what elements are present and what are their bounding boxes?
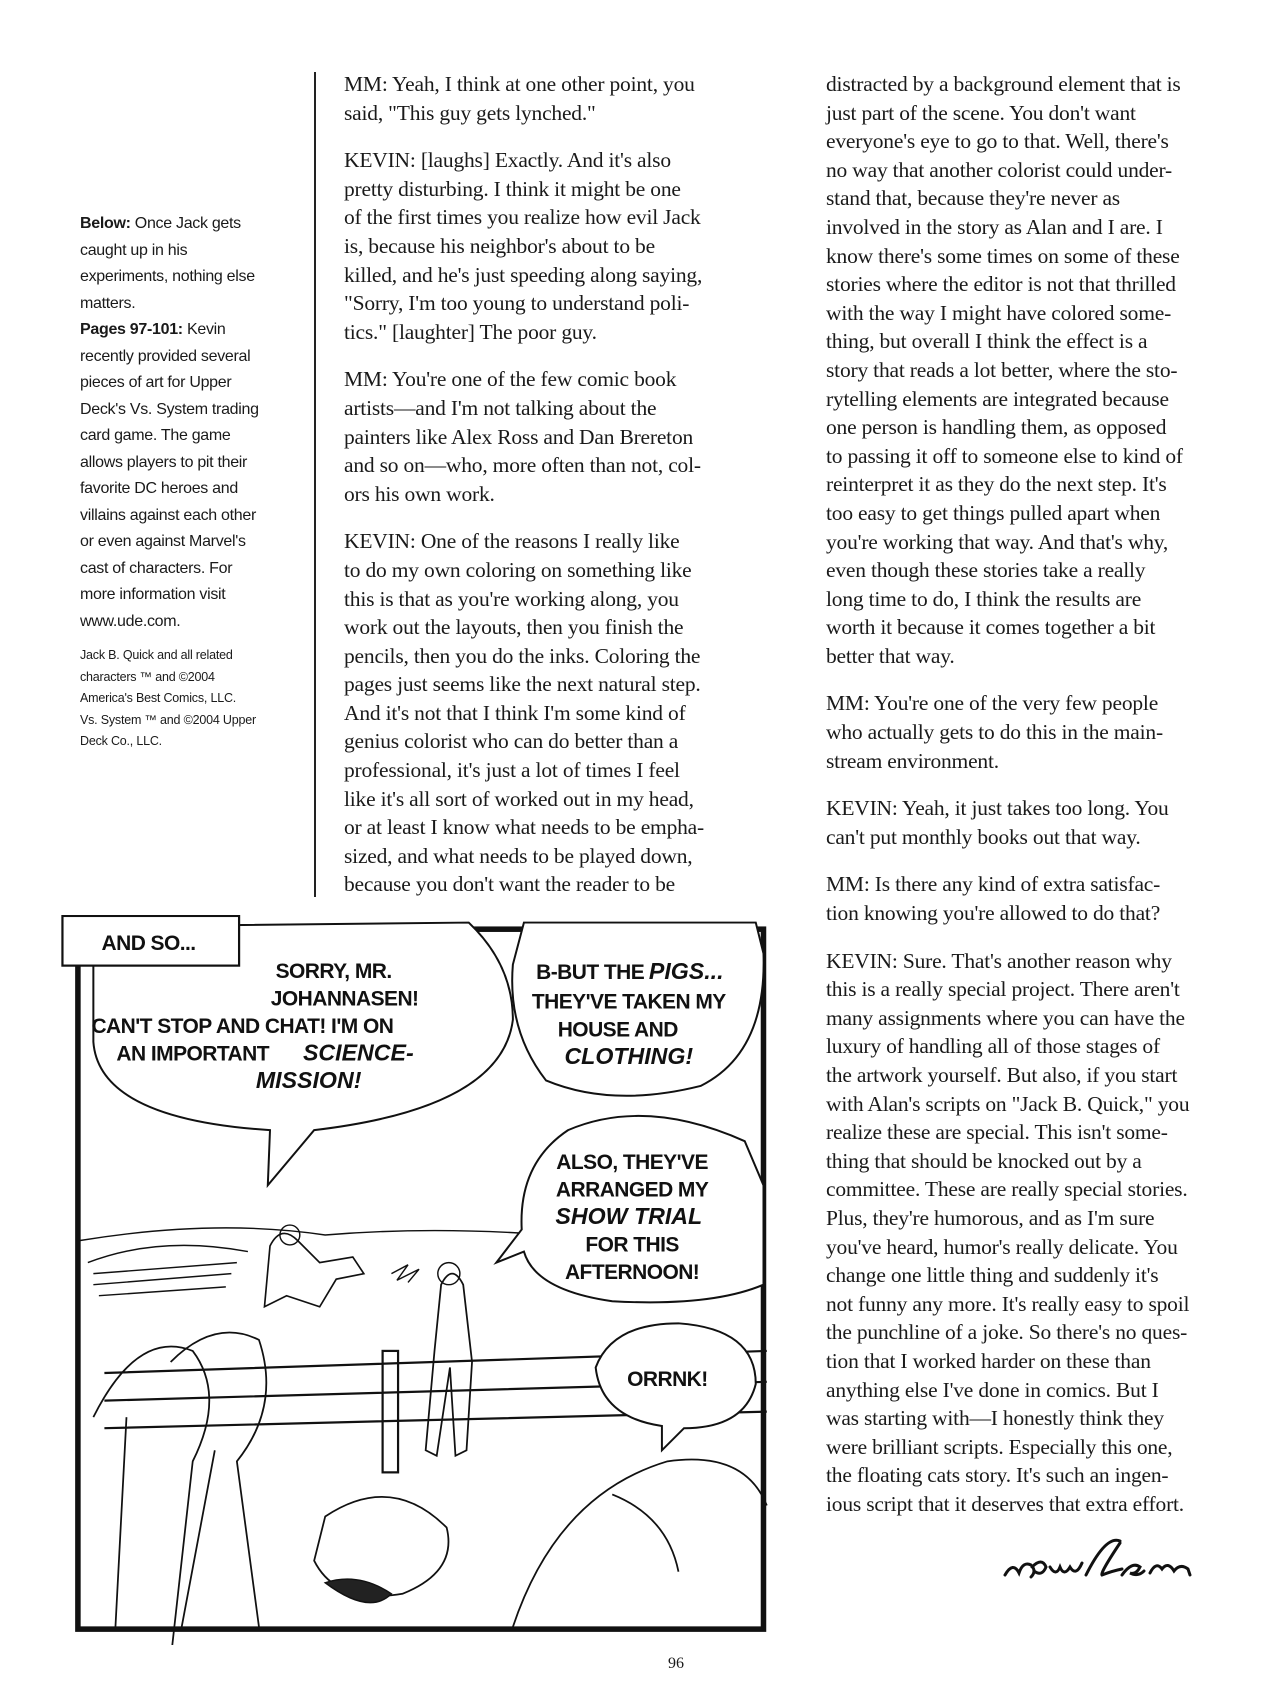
caption-line [80,370,295,397]
caption-line [80,211,295,238]
interview-paragraph [826,70,1189,670]
text-line: ious script that it deserves that extra effort. [826,1491,1184,1516]
text-line: thing, but overall I think the effect is a [826,329,1148,354]
caption-text: matters. [80,294,136,312]
caption-line [80,397,295,424]
caption-label: Below: [80,215,131,232]
text-line: story that reads a lot better, where the sto- [826,357,1178,382]
text-line: anything else I've done in comics. But I [826,1377,1159,1402]
jack-running-figure [264,1233,363,1306]
text-line: everyone's eye to go to that. Well, there's [826,129,1169,154]
text-line: is, because his neighbor's about to be [344,233,655,258]
text-line: distracted by a background element that is [826,72,1181,96]
pig-figure-right [513,1459,767,1626]
text-line: not funny any more. It's really easy to spoil [826,1291,1190,1316]
text-line: with Alan's scripts on "Jack B. Quick," you [826,1091,1190,1116]
text-line: artists—and I'm not talking about the [344,395,657,420]
copyright-line: Deck Co., LLC. [80,734,162,748]
speech-balloon-pig [596,1323,756,1450]
caption-text: pieces of art for Upper [80,374,232,391]
copyright-line: Jack B. Quick and all related [80,648,233,662]
text-line: reinterpret it as they do the next step. It's [826,472,1167,497]
pig-figure-left [93,1347,209,1645]
interview-column-right [826,70,1189,1538]
caption-text: cast of characters. For [80,559,233,577]
text-line: committee. These are really special stories. [826,1177,1188,1202]
text-line: this is a really special project. There aren't [826,977,1180,1002]
caption-line [80,317,295,344]
balloon-line: ALSO, THEY'VE [556,1150,708,1174]
text-line: and so on—who, more often than not, col- [344,453,701,478]
interview-paragraph [826,794,1189,851]
caption-line [80,529,295,556]
caption-text: or even against Marvel's [80,533,246,550]
copyright-line: America's Best Comics, LLC. [80,691,237,705]
text-line: this is that as you're working along, you [344,586,679,611]
interview-paragraph [826,689,1189,775]
text-line: tion knowing you're allowed to do that? [826,901,1161,926]
interview-column-middle [344,70,704,918]
balloon-line: ORRNK! [627,1368,708,1392]
caption-text: allows players to pit their [80,453,248,471]
text-line: pages just seems like the next natural step. [344,672,701,697]
caption-text: villains against each other [80,506,257,524]
text-line: stream environment. [826,748,999,773]
balloon-line: SORRY, MR. [275,959,392,983]
text-line: like it's all sort of worked out in my head, [344,786,694,811]
caption-line [80,476,295,503]
speech-balloon-neighbor-1 [512,923,763,1096]
interview-paragraph [344,527,704,899]
balloon-line: B-BUT THE [536,960,645,984]
caption-text: Deck's Vs. System trading [80,400,259,418]
caption-text: more information visit [80,586,226,603]
comic-panel [60,915,780,1645]
caption-line [80,238,295,265]
balloon-line: HOUSE AND [557,1018,678,1042]
text-line: involved in the story as Alan and I are. I [826,214,1163,239]
copyright-line: Vs. System ™ and ©2004 Upper [80,712,256,727]
copyright-notice [80,645,256,753]
text-line: to passing it off to someone else to kind of [826,443,1183,468]
caption-line [80,264,295,291]
text-line: can't put monthly books out that way. [826,824,1141,849]
text-line: pencils, then you do the inks. Coloring the [344,643,701,668]
caption-label: Pages 97-101: [80,321,183,338]
caption-line [80,556,295,583]
text-line: many assignments where you can have the [826,1005,1185,1030]
text-line: genius colorist who can do better than a [344,729,679,754]
comic-caption [62,916,239,966]
text-line: long time to do, I think the results are [826,586,1142,611]
pig-figure-center [171,1333,267,1627]
speech-balloon-neighbor-2 [496,1116,763,1302]
text-line: you're working that way. And that's why, [826,529,1169,554]
copyright-line: characters ™ and ©2004 [80,669,215,684]
interview-paragraph [344,70,704,127]
text-line: better that way. [826,643,955,668]
text-line: professional, it's just a lot of times I feel [344,758,680,783]
text-line: tion that I worked harder on these than [826,1348,1151,1373]
sidebar-caption [80,211,295,635]
text-line: MM: You're one of the few comic book [344,367,677,392]
text-line: realize these are special. This isn't some- [826,1120,1168,1145]
text-line: luxury of handling all of those stages of [826,1034,1160,1059]
text-line: no way that another colorist could under- [826,157,1173,182]
text-line: who actually gets to do this in the main- [826,720,1163,745]
comic-caption-text: AND SO... [101,932,196,956]
text-line: too easy to get things pulled apart when [826,500,1161,525]
text-line: "Sorry, I'm too young to understand poli- [344,291,690,316]
text-line: KEVIN: Sure. That's another reason why [826,948,1172,973]
balloon-emphasis: PIGS... [648,957,724,984]
text-line: KEVIN: Yeah, it just takes too long. You [826,796,1169,821]
text-line: with the way I might have colored some- [826,300,1172,325]
text-line: the floating cats story. It's such an ingen- [826,1463,1169,1488]
caption-line [80,423,295,450]
interview-paragraph [344,146,704,346]
column-divider [314,72,316,897]
text-line: MM: Yeah, I think at one other point, you [344,72,695,96]
caption-line [80,609,295,636]
text-line: rytelling elements are integrated because [826,386,1169,411]
text-line: work out the layouts, then you finish the [344,615,684,640]
text-line: worth it because it comes together a bit [826,615,1156,640]
caption-text: Kevin [182,321,226,338]
text-line: tics." [laughter] The poor guy. [344,319,597,344]
text-line: pretty disturbing. I think it might be one [344,176,681,201]
text-line: was starting with—I honestly think they [826,1406,1164,1431]
text-line: one person is handling them, as opposed [826,415,1167,440]
balloon-line: ARRANGED MY [555,1178,709,1202]
text-line: said, "This guy gets lynched." [344,100,596,125]
caption-text: experiments, nothing else [80,268,255,285]
caption-text: favorite DC heroes and [80,480,238,497]
caption-line [80,291,295,318]
interview-paragraph [826,870,1189,927]
text-line: MM: Is there any kind of extra satisfac- [826,872,1161,897]
balloon-line: FOR THIS [585,1233,679,1257]
text-line: were brilliant scripts. Especially this one, [826,1434,1173,1459]
text-line: to do my own coloring on something like [344,557,692,582]
interview-paragraph [344,365,704,508]
caption-line [80,344,295,371]
old-man-figure [426,1274,472,1456]
text-line: because you don't want the reader to be [344,872,675,897]
text-line: of the first times you realize how evil Jack [344,205,701,230]
text-line: MM: You're one of the very few people [826,691,1159,716]
balloon-line: JOHANNASEN! [270,987,419,1011]
balloon-line: CAN'T STOP AND CHAT! I'M ON [91,1014,394,1038]
balloon-emphasis: SHOW TRIAL [555,1202,703,1229]
text-line: thing that should be knocked out by a [826,1148,1142,1173]
caption-text: recently provided several [80,347,251,365]
text-line: painters like Alex Ross and Dan Brereton [344,424,694,449]
text-line: or at least I know what needs to be empha- [344,815,704,840]
caption-line [80,503,295,530]
balloon-emphasis: CLOTHING! [564,1042,694,1069]
text-line: Plus, they're humorous, and as I'm sure [826,1205,1155,1230]
text-line: stories where the editor is not that thrilled [826,272,1176,297]
caption-text: www.ude.com. [80,612,181,630]
balloon-line: AN IMPORTANT [116,1042,270,1066]
caption-text: Once Jack gets [130,215,241,232]
text-line: know there's some times on some of these [826,243,1180,268]
signature-nowlan [1000,1535,1260,1595]
text-line: killed, and he's just speeding along saying, [344,262,703,287]
text-line: KEVIN: [laughs] Exactly. And it's also [344,148,671,173]
text-line: just part of the scene. You don't want [826,100,1136,125]
balloon-emphasis: SCIENCE- [302,1039,414,1066]
text-line: change one little thing and suddenly it's [826,1263,1159,1288]
page-number: 96 [668,1655,684,1672]
caption-text: card game. The game [80,427,231,444]
caption-line [80,450,295,477]
text-line: the punchline of a joke. So there's no ques- [826,1320,1188,1345]
interview-paragraph [826,947,1189,1519]
text-line: the artwork yourself. But also, if you start [826,1063,1178,1087]
text-line: KEVIN: One of the reasons I really like [344,529,680,554]
text-line: even though these stories take a really [826,558,1146,583]
caption-line [80,582,295,609]
text-line: you've heard, humor's really delicate. You [826,1234,1178,1259]
caption-text: caught up in his [80,241,188,259]
balloon-line: AFTERNOON! [564,1261,700,1285]
balloon-line: THEY'VE TAKEN MY [531,990,726,1014]
text-line: stand that, because they're never as [826,186,1120,211]
text-line: ors his own work. [344,481,495,506]
balloon-emphasis: MISSION! [255,1067,362,1094]
text-line: sized, and what needs to be played down, [344,843,693,868]
text-line: And it's not that I think I'm some kind of [344,700,686,725]
